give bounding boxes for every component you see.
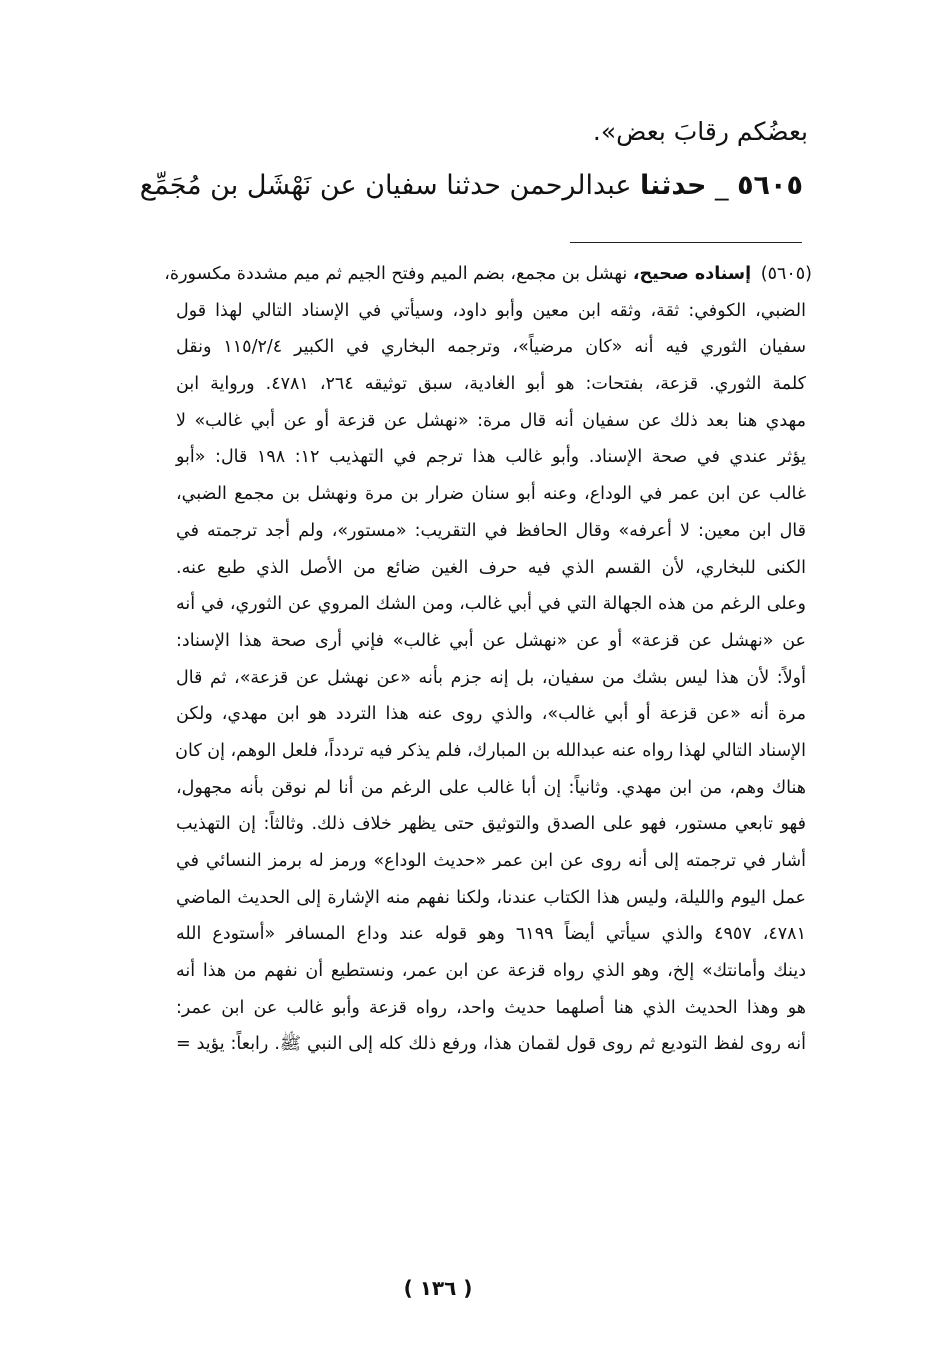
footnote-line: سفيان الثوري فيه أنه «كان مرضياً»، وترجمه البخاري في الكبير ١١٥/٢/٤ ونقل	[176, 337, 806, 358]
footnote-line: قال ابن معين: لا أعرفه» وقال الحافظ في التقريب: «مستور»، ولم أجد ترجمته في	[176, 520, 806, 541]
footnote-line: دينك وأمانتك» إلخ، وهو الذي رواه قزعة عن ابن عمر، ونستطيع أن نفهم من هذا أنه	[176, 961, 806, 982]
footnote-line: الضبي، الكوفي: ثقة، وثقه ابن معين وأبو داود، وسيأتي في الإسناد التالي لهذا قول	[176, 300, 806, 321]
footnote-line: ٤٧٨١، ٤٩٥٧ والذي سيأتي أيضاً ٦١٩٩ وهو قوله عند وداع المسافر «أستودع الله	[176, 924, 806, 945]
hadith-heading	[103, 164, 803, 208]
footnote-block	[164, 256, 812, 1063]
footnote-line: مهدي هنا بعد ذلك عن سفيان أنه قال مرة: «نهشل عن قزعة أو عن أبي غالب» لا	[176, 410, 806, 431]
footnote-line: هناك وهم، من ابن مهدي. وثانياً: إن أبا غالب على الرغم من أنا لم نوقن بأنه مجهول،	[176, 777, 806, 798]
main-text-continuation: بعضُكم رقابَ بعض».	[592, 117, 808, 146]
footnote-line: أشار في ترجمته إلى أنه روى عن ابن عمر «حديث الوداع» ورمز له برمز النسائي في	[176, 851, 806, 871]
footnote-line: عمل اليوم والليلة، وليس هذا الكتاب عندنا، ولكنا نفهم منه الإشارة إلى الحديث الماضي	[176, 887, 806, 908]
footnote-line: مرة أنه «عن قزعة أو أبي غالب»، والذي روى عنه هذا التردد هو ابن مهدي، ولكن	[176, 704, 806, 725]
hadith-isnad: عبدالرحمن حدثنا سفيان عن نَهْشَل بن مُجَمِّع	[139, 170, 641, 201]
footnote-line: أولاً: لأن هذا ليس بشك من سفيان، بل إنه جزم بأنه «عن نهشل عن قزعة»، ثم قال	[176, 667, 806, 688]
footnote-line: كلمة الثوري. قزعة، بفتحات: هو أبو الغادية، سبق توثيقه ٢٦٤، ٤٧٨١. ورواية ابن	[176, 374, 807, 395]
footnote-lead: إسناده صحيح،	[632, 264, 752, 284]
footnote-line: وعلى الرغم من هذه الجهالة التي في أبي غالب، ومن الشك المروي عن الثوري، في أنه	[176, 594, 806, 615]
footnote-separator	[570, 242, 802, 243]
footnote-line: فهو تابعي مستور، فهو على الصدق والتوثيق حتى يظهر خلاف ذلك. وثالثاً: إن التهذيب	[176, 814, 806, 835]
haddathana-word: حدثنا	[640, 170, 707, 201]
footnote-line: عن «نهشل عن قزعة» أو عن «نهشل عن أبي غالب» فإني أرى صحة هذا الإسناد:	[176, 630, 806, 651]
main-text-line-1	[108, 112, 808, 152]
page-number: ( ١٣٦ )	[403, 1276, 473, 1300]
footnote-line-1-text: نهشل بن مجمع، بضم الميم وفتح الجيم ثم ميم مشددة مكسورة،	[164, 264, 628, 284]
hadith-number: ٥٦٠٥	[737, 170, 803, 201]
footnote-line: يؤثر عندي في صحة الإسناد. وأبو غالب هذا ترجم في التهذيب ١٢: ١٩٨ قال: «أبو	[176, 447, 807, 468]
footnote-line: الكنى للبخاري، لأن القسم الذي فيه حرف الغين ضائع من الأصل الذي طبع عنه.	[176, 557, 806, 578]
footnote-line: الإسناد التالي لهذا رواه عنه عبدالله بن المبارك، فلم يذكر فيه تردداً، فلعل الوهم، إن كان	[175, 740, 806, 761]
footnote-line: أنه روى لفظ التوديع ثم روى قول لقمان هذا، ورفع ذلك كله إلى النبي ﷺ. رابعاً: يؤيد =	[176, 1034, 806, 1055]
footnote-line	[164, 256, 812, 293]
footnote-line: غالب عن ابن عمر في الوداع، وعنه أبو سنان ضرار بن مرة ونهشل بن مجمع الضبي،	[176, 484, 806, 505]
footnote-line: هو وهذا الحديث الذي هنا أصلهما حديث واحد، رواه قزعة وأبو غالب عن ابن عمر:	[176, 997, 806, 1018]
hadith-dash: _	[706, 170, 738, 201]
footnote-number: (٥٦٠٥)	[760, 264, 812, 284]
